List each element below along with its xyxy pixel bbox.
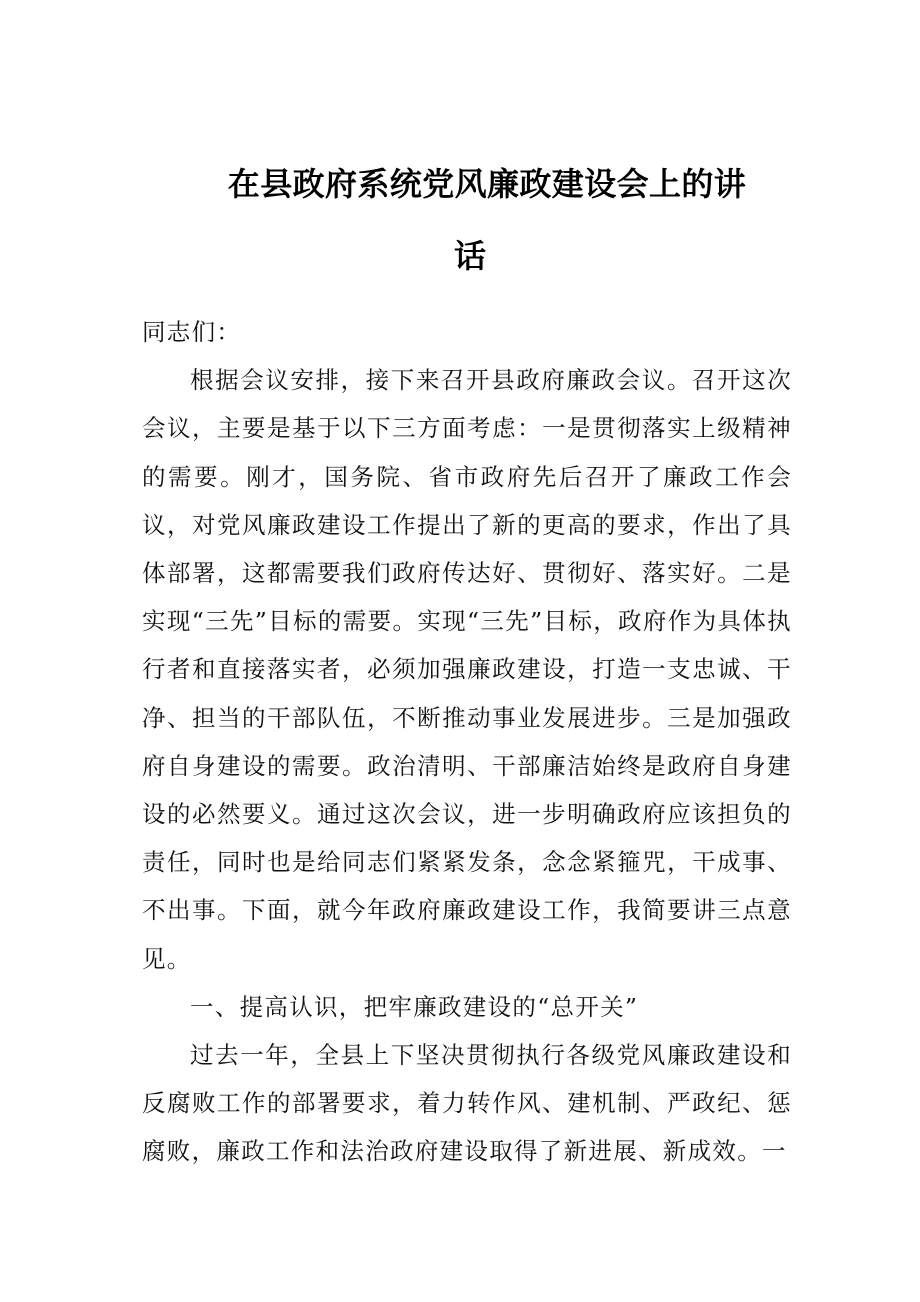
paragraph-section-1: 过去一年，全县上下坚决贯彻执行各级党风廉政建设和反腐败工作的部署要求，着力转作风、建机制、严政纪、惩腐败，廉政工作和法治政府建设取得了新进展、新成效。一 xyxy=(142,1041,792,1166)
title-line-2: 话 xyxy=(453,237,486,275)
document-body xyxy=(142,308,792,1176)
section-heading-1: 一、提高认识，把牢廉政建设的“总开关” xyxy=(190,992,639,1021)
salutation: 同志们： xyxy=(142,318,242,346)
title-line-1: 在县政府系统党风廉政建设会上的讲 xyxy=(227,165,747,203)
paragraph-intro: 根据会议安排，接下来召开县政府廉政会议。召开这次会议，主要是基于以下三方面考虑：一是贯彻落实上级精神的需要。刚才，国务院、省市政府先后召开了廉政工作会议，对党风廉政建设工作提出了新的更高的要求，作出了具体部署，这都需要我们政府传达好、贯彻好、落实好。二是实现“三先”目标的需要。实现“三先”目标，政府作为具体执行者和直接落实者，必须加强廉政建设，打造一支忠诚、干净、担当的干部队伍，不断推动事业发展进步。三是加强政府自身建设的需要。政治清明、干部廉洁始终是政府自身建设的必然要义。通过这次会议，进一步明确政府应该担负的责任，同时也是给同志们紧紧发条，念念紧箍咒，干成事、不出事。下面，就今年政府廉政建设工作，我简要讲三点意见。 xyxy=(142,366,792,973)
document-title xyxy=(140,148,800,292)
